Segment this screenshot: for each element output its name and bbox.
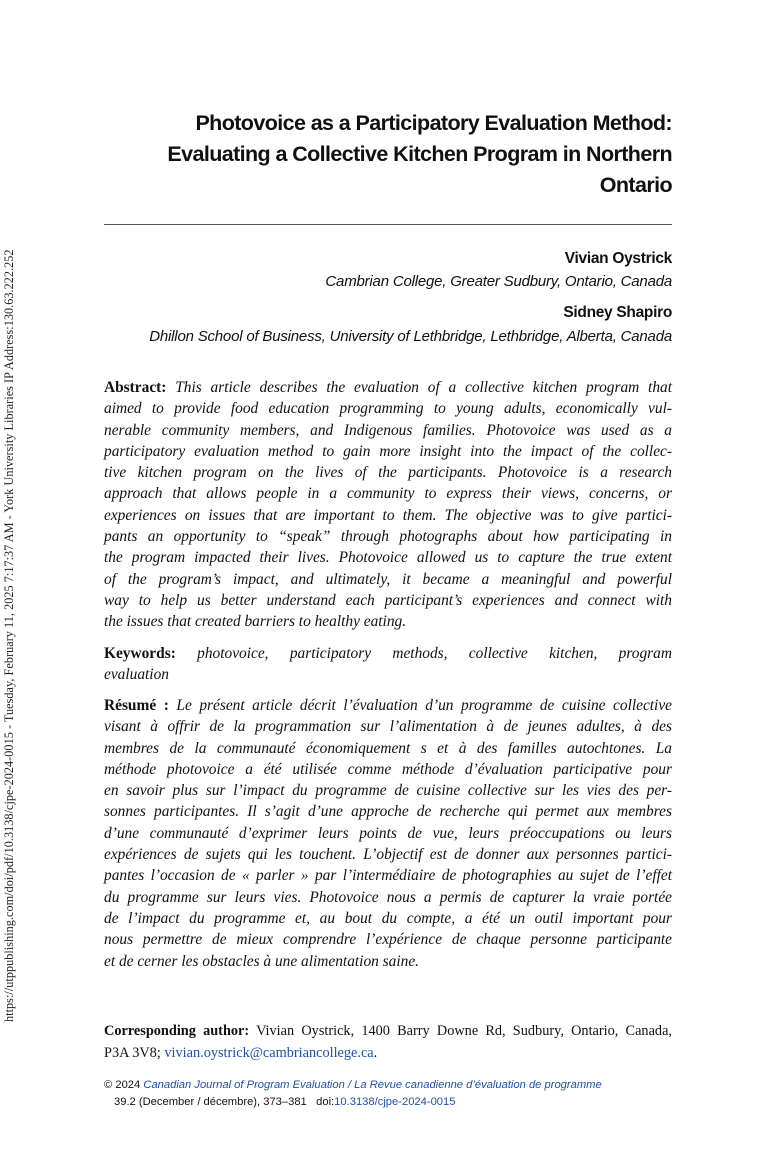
resume-line: méthode photovoice a été utilisée comme méthode d’évaluation participative pour bbox=[104, 760, 672, 778]
author-name: Sidney Shapiro bbox=[563, 304, 672, 321]
resume-line: en savoir plus sur l’impact du programme de cuisine collective sur les vies des per- bbox=[104, 782, 672, 800]
resume-line: membres de la communauté économiquement s et à des familles autochtones. La bbox=[104, 739, 672, 757]
article-title bbox=[104, 108, 672, 201]
resume-line: du programme sur leurs vies. Photovoice nous a permis de capturer la vraie portée bbox=[104, 888, 672, 906]
corresponding-label: Corresponding author: bbox=[104, 1023, 250, 1039]
abstract-line: the program impacted their lives. Photovoice allowed us to capture the true extent bbox=[104, 549, 672, 567]
abstract-line: of the program’s impact, and ultimately, it became a meaningful and powerful bbox=[104, 570, 672, 588]
author-affiliation: Dhillon School of Business, University of Lethbridge, Lethbridge, Alberta, Canada bbox=[149, 328, 672, 345]
resume-line: pantes l’occasion de « parler » par l’intermédiaire de photographies au sujet de l’effet bbox=[104, 867, 672, 885]
abstract bbox=[104, 377, 672, 633]
abstract-line: nerable community members, and Indigenous families. Photovoice was used as a bbox=[104, 421, 672, 439]
abstract-line: participatory evaluation method to gain more insight into the impact of the collec- bbox=[104, 442, 672, 460]
corresponding-period: . bbox=[373, 1045, 378, 1061]
doi-label: doi: bbox=[316, 1096, 335, 1108]
resume-line: sonnes participantes. Il s’agit d’une approche de recherche qui permet aux membres bbox=[104, 803, 672, 821]
corresponding-postal: P3A 3V8; bbox=[104, 1045, 161, 1061]
resume-line: expériences de sujets qui les touchent. L’objectif est de donner aux personnes partici- bbox=[104, 846, 672, 864]
author-affiliation: Cambrian College, Greater Sudbury, Ontario, Canada bbox=[325, 273, 672, 290]
resume-line: d’une communauté d’exprimer leurs points de vue, leurs préoccupations ou leurs bbox=[104, 824, 672, 842]
corresponding-author bbox=[104, 1020, 672, 1064]
keywords-line: evaluation bbox=[104, 666, 169, 684]
resume bbox=[104, 695, 672, 972]
resume-line: nous permettre de mieux comprendre l’expérience de chaque personne participante bbox=[104, 931, 672, 949]
email-link[interactable]: vivian.oystrick@cambriancollege.ca bbox=[164, 1045, 374, 1061]
issue-info: 39.2 (December / décembre), 373–381 bbox=[114, 1096, 307, 1108]
title-divider bbox=[104, 224, 672, 225]
resume-line: visant à offrir de la programmation sur l’alimentation à de jeunes adultes, à des bbox=[104, 718, 672, 736]
download-watermark: https://utppublishing.com/doi/pdf/10.3138/cjpe-2024-0015 - Tuesday, February 11, 2025 7:17:37 AM - York University Libraries IP Address:130.63.222.252 bbox=[2, 249, 16, 1022]
citation-footer bbox=[104, 1077, 602, 1111]
corresponding-address: Vivian Oystrick, 1400 Barry Downe Rd, Sudbury, Ontario, Canada, bbox=[256, 1023, 672, 1039]
resume-line: de l’impact du programme et, au bout du compte, a été un outil important pour bbox=[104, 909, 672, 927]
title-line-2: Evaluating a Collective Kitchen Program in Northern bbox=[167, 142, 672, 166]
abstract-line: experiences on issues that are important to them. The objective was to give partici- bbox=[104, 506, 672, 524]
resume-line: Le présent article décrit l’évaluation d’un programme de cuisine collective bbox=[176, 697, 672, 714]
title-line-1: Photovoice as a Participatory Evaluation Method: bbox=[195, 111, 672, 135]
abstract-line: This article describes the evaluation of a collective kitchen program that bbox=[175, 379, 672, 396]
abstract-line: pants an opportunity to “speak” through photographs about how participating in bbox=[104, 528, 672, 546]
abstract-line: approach that allows people in a community to express their views, concerns, or bbox=[104, 485, 672, 503]
abstract-line: way to help us better understand each participant’s experiences and connect with bbox=[104, 591, 672, 609]
author-name: Vivian Oystrick bbox=[564, 250, 672, 267]
abstract-line: the issues that created barriers to healthy eating. bbox=[104, 613, 407, 631]
keywords-line: photovoice, participatory methods, collective kitchen, program bbox=[197, 645, 672, 662]
abstract-line: aimed to provide food education programming to young adults, economically vul- bbox=[104, 400, 672, 418]
keywords bbox=[104, 643, 672, 686]
title-line-3: Ontario bbox=[599, 173, 672, 197]
resume-line: et de cerner les obstacles à une alimentation saine. bbox=[104, 952, 420, 970]
journal-link[interactable]: Canadian Journal of Program Evaluation / La Revue canadienne d’évaluation de programme bbox=[143, 1079, 602, 1091]
doi-link[interactable]: 10.3138/cjpe-2024-0015 bbox=[334, 1096, 456, 1108]
abstract-label: Abstract: bbox=[104, 379, 167, 396]
abstract-line: tive kitchen program on the lives of the participants. Photovoice is a research bbox=[104, 464, 672, 482]
resume-label: Résumé : bbox=[104, 697, 169, 714]
copyright: © 2024 bbox=[104, 1079, 141, 1091]
keywords-label: Keywords: bbox=[104, 645, 176, 662]
